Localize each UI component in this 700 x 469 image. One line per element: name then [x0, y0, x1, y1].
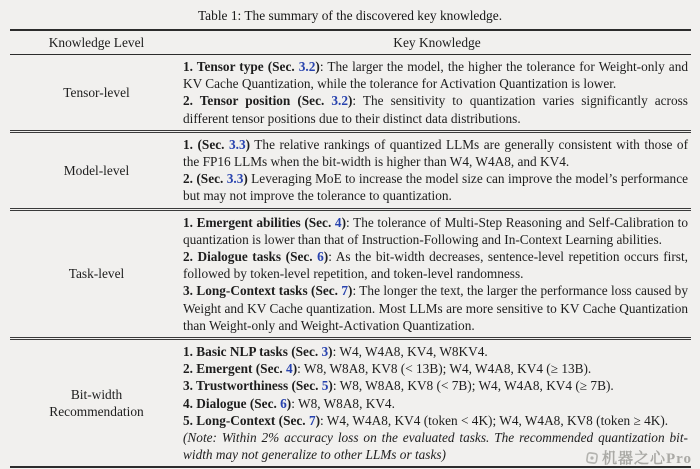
- knowledge-level-cell: Tensor-level: [63, 84, 130, 100]
- text-segment: : The tolerance of Multi-Step Reasoning and Self-Calibration to quantization is lower than that of Instruction-Following and In-Context Learning abilities.: [183, 214, 688, 247]
- text-segment: Leveraging MoE to increase the model size can improve the model’s performance but may not improve the tolerance to quantization.: [183, 171, 688, 204]
- text-segment: 2. Tensor position (Sec.: [183, 93, 332, 109]
- section-ref-link[interactable]: 3.3: [228, 136, 246, 152]
- text-segment: ): [323, 249, 329, 265]
- text-segment: 2. Emergent (Sec.: [183, 361, 287, 377]
- table-bottom-rule: [10, 466, 691, 468]
- table-row: [10, 211, 691, 340]
- text-segment: ): [348, 283, 353, 299]
- knowledge-item: [183, 360, 688, 377]
- text-segment: 3. Trustworthiness (Sec.: [183, 378, 322, 394]
- section-ref-link[interactable]: 3: [321, 344, 329, 360]
- text-segment: : The sensitivity to quantization varies significantly across different tensor positions due to their distinct data distributions.: [183, 93, 688, 126]
- key-knowledge-cell: [183, 343, 691, 463]
- table-caption: Table 1: The summary of the discovered key knowledge.: [197, 8, 503, 23]
- text-segment: : W8, W8A8, KV8 (< 7B); W4, W4A8, KV4 (≥ 7B).: [332, 378, 614, 394]
- text-segment: : W8, W8A8, KV8 (< 13B); W4, W4A8, KV4 (≥ 13B).: [297, 361, 592, 377]
- section-ref-link[interactable]: 6: [317, 249, 324, 265]
- text-segment: 5. Long-Context (Sec.: [183, 412, 309, 428]
- knowledge-item: [183, 412, 688, 429]
- knowledge-level-cell: Model-level: [63, 162, 130, 178]
- knowledge-item: [183, 395, 688, 412]
- knowledge-item: [183, 136, 688, 170]
- text-segment: ): [245, 136, 251, 152]
- text-segment: : The larger the model, the higher the tolerance for Weight-only and KV Cache Quantization, while the tolerance for Activation Quantization is lower.: [183, 59, 688, 92]
- knowledge-item: [183, 343, 688, 360]
- text-segment: : W4, W4A8, KV4, W8KV4.: [332, 344, 488, 360]
- text-segment: ): [328, 378, 333, 394]
- text-segment: 1. (Sec.: [183, 136, 229, 152]
- text-segment: : The longer the text, the larger the performance loss caused by Weight and KV Cache quantization. Most LLMs are more sensitive to KV Cache Quantization than Weight-only and Weight-Activation Quantization.: [183, 283, 688, 333]
- knowledge-item: [183, 282, 688, 334]
- note-text: [183, 429, 688, 463]
- text-segment: 3. Long-Context tasks (Sec.: [183, 283, 342, 299]
- watermark-text: 机器之心Pro: [601, 451, 692, 467]
- section-ref-link[interactable]: 6: [280, 395, 287, 411]
- text-segment: : W4, W4A8, KV4 (token < 4K); W4, W4A8, KV8 (token ≥ 4K).: [320, 412, 669, 428]
- section-ref-link[interactable]: 4: [286, 361, 293, 377]
- key-knowledge-cell: [183, 136, 691, 205]
- text-segment: : As the bit-width decreases, sentence-level repetition occurs first, followed by token-level repetition, and token-level randomness.: [183, 249, 688, 282]
- text-segment: (Note: Within 2% accuracy loss on the evaluated tasks. The recommended quantization bit-width may not generalize to other LLMs or tasks): [183, 430, 688, 463]
- key-knowledge-cell: [183, 58, 691, 127]
- table-row: [10, 340, 691, 466]
- knowledge-item: [183, 248, 688, 282]
- section-ref-link[interactable]: 3.2: [331, 93, 348, 109]
- text-segment: 1. Emergent abilities (Sec.: [183, 214, 335, 230]
- table-row: [10, 133, 691, 211]
- knowledge-item: [183, 170, 688, 204]
- section-ref-link[interactable]: 7: [341, 283, 349, 299]
- table-rows: [10, 55, 691, 466]
- knowledge-table: [10, 29, 691, 468]
- section-ref-link[interactable]: 5: [321, 378, 329, 394]
- section-ref-link[interactable]: 3.2: [298, 59, 316, 74]
- table-header-row: [10, 31, 691, 55]
- text-segment: The relative rankings of quantized LLMs are generally consistent with those of the FP16 LLMs when the bit-width is higher than W4, W4A8, and KV4.: [183, 136, 688, 170]
- text-segment: 2. Dialogue tasks (Sec.: [183, 249, 318, 265]
- text-segment: : W8, W8A8, KV4.: [291, 395, 395, 411]
- section-ref-link[interactable]: 3.3: [226, 171, 244, 187]
- text-segment: ): [328, 344, 333, 360]
- header-knowledge-level: Knowledge Level: [48, 35, 145, 50]
- key-knowledge-cell: [183, 214, 691, 334]
- text-segment: ): [341, 214, 347, 230]
- text-segment: 1. Basic NLP tasks (Sec.: [183, 344, 322, 360]
- knowledge-item: [183, 377, 688, 394]
- section-ref-link[interactable]: 7: [308, 412, 316, 428]
- knowledge-level-cell: Task-level: [68, 266, 125, 282]
- text-segment: ): [292, 361, 298, 377]
- text-segment: ): [347, 93, 353, 109]
- text-segment: ): [286, 395, 292, 411]
- text-segment: 4. Dialogue (Sec.: [183, 395, 281, 411]
- knowledge-item: [183, 214, 688, 248]
- knowledge-item: [183, 58, 688, 92]
- text-segment: ): [243, 171, 248, 187]
- header-key-knowledge: Key Knowledge: [393, 35, 481, 50]
- knowledge-item: [183, 92, 688, 126]
- text-segment: 1. Tensor type (Sec.: [183, 59, 299, 74]
- table-row: [10, 55, 691, 133]
- text-segment: ): [315, 412, 321, 428]
- text-segment: 2. (Sec.: [183, 171, 227, 187]
- knowledge-level-cell: Bit-width Recommendation: [49, 387, 144, 420]
- text-segment: ): [315, 59, 320, 74]
- section-ref-link[interactable]: 4: [334, 214, 342, 230]
